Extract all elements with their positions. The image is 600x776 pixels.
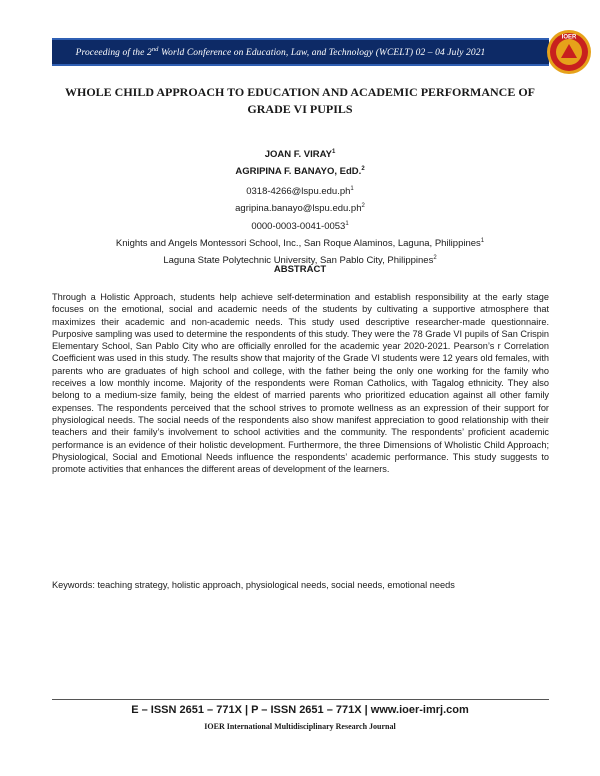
- logo-text: IOER: [561, 34, 577, 41]
- conference-header-text: Proceeding of the 2nd World Conference on Education, Law, and Technology (WCELT) 02 – 04 July 2021: [75, 45, 486, 59]
- author-1: JOAN F. VIRAY$^1$: [264, 149, 336, 161]
- keywords: Keywords: teaching strategy, holistic approach, physiological needs, social needs, emotional needs: [52, 580, 455, 590]
- author-2: AGRIPINA F. BANAYO, EdD.$^2$: [235, 166, 365, 178]
- paper-title-line-1: WHOLE CHILD APPROACH TO EDUCATION AND ACADEMIC PERFORMANCE OF: [64, 85, 536, 99]
- affiliation-1: Knights and Angels Montessori School, Inc., San Roque Alaminos, Laguna, Philippines$^1$: [115, 237, 485, 249]
- abstract-body: Through a Holistic Approach, students help achieve self-determination and establish responsibility at the early stage focuses on the emotional, social and academic needs of the students by cultivating a supportive atmosphere that maximizes their academic and non-academic needs. This study used descriptive researcher-made questionnaire. Purposive sampling was used to determine the respondents of this study. They were the 78 Grade VI pupils of San Crispin Elementary School, San Pablo City who are officially enrolled for the academic year 2020-2021. Pearson’s r Correlation Coefficient was used in this study. The results show that majority of the Grade VI students were 12 years old females, with parents who are graduates of high school and college, with the father being the only one working for the family who receives a low monthly income. Majority of the respondents were Roman Catholics, with Tagalog ethnicity. They also belong to a medium-size family, being the eldest of married parents who prioritized education against all other family expenses. The respondents perceived that the school strives to promote wellness as an expression of their support for physiological needs. The social needs of the respondents also show manifest appreciation to good relationship with their teachers and their family’s involvement to school activities and the community. The respondents’ proficient academic performance is an evidence of their holistic development. Furthermore, the three Dimensions of Wholistic Child Approach; Physiological, Social and Emotional Needs influence the respondents’ academic performance. This study suggests to promote activities that enhances the different areas of development of the learners.: [52, 292, 549, 475]
- paper-title: [40, 84, 560, 118]
- abstract-heading: ABSTRACT: [273, 264, 327, 275]
- affiliation-2: Laguna State Polytechnic University, San Pablo City, Philippines$^2$: [163, 254, 437, 267]
- author-block: [40, 145, 560, 268]
- paper-title-line-2: GRADE VI PUPILS: [247, 102, 353, 116]
- conference-header-bar: [52, 38, 549, 66]
- author-1-orcid: 0000-0003-0041-0053$^1$: [251, 220, 349, 232]
- ioer-logo-icon: [545, 28, 593, 76]
- footer-journal-name: IOER International Multidisciplinary Research Journal: [204, 722, 396, 731]
- footer-issn: E – ISSN 2651 – 771X | P – ISSN 2651 – 771X | www.ioer-imrj.com: [131, 704, 469, 716]
- author-1-email: $0318-4266@lspu.edu.ph^1$: [246, 186, 354, 198]
- footer-divider: [52, 699, 549, 700]
- author-2-email: $agripina.banayo@lspu.edu.ph^2$: [235, 203, 365, 215]
